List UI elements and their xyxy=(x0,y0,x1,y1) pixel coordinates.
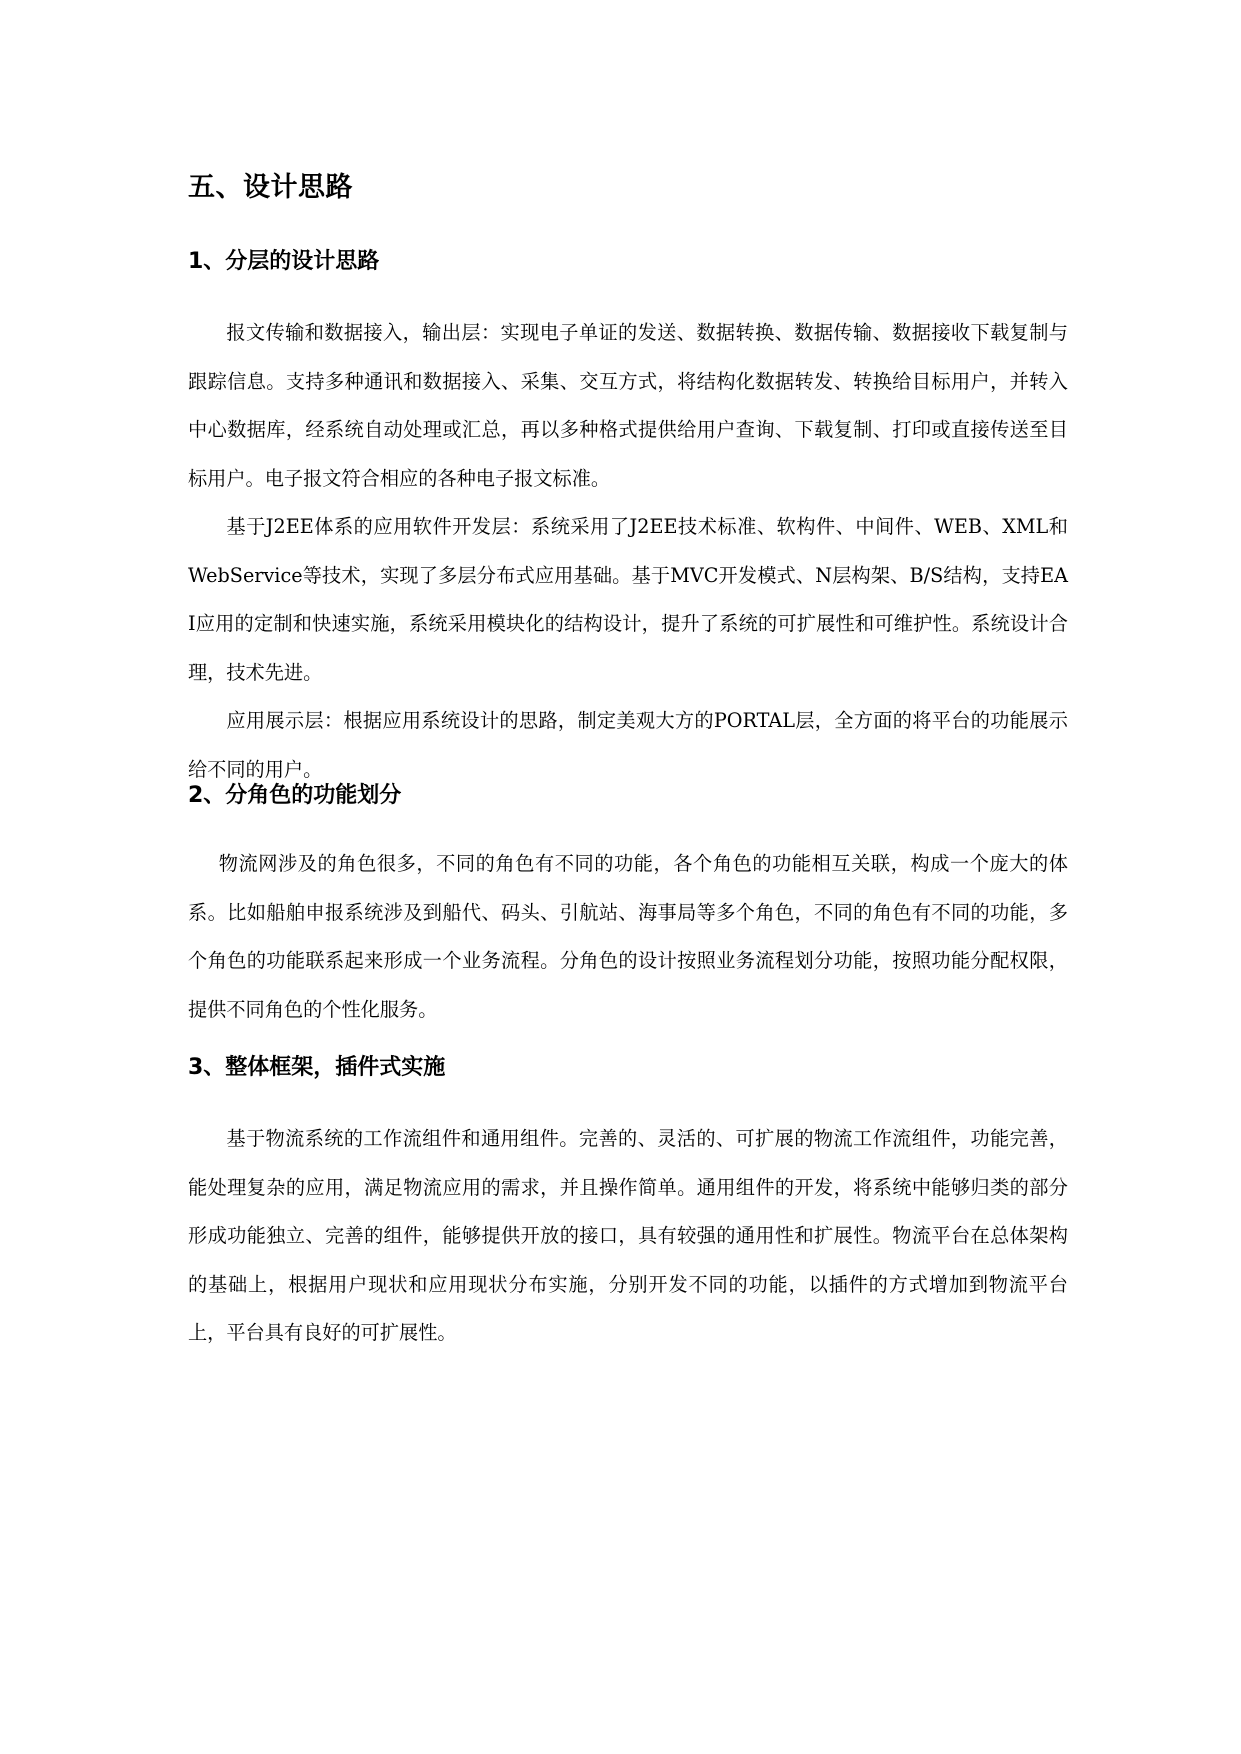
section-heading-layered-design: 1、分层的设计思路 xyxy=(188,249,380,274)
section-heading-plugin-framework: 3、整体框架，插件式实施 xyxy=(188,1055,446,1080)
document-page xyxy=(188,0,1068,1754)
page-title: 五、设计思路 xyxy=(188,172,353,203)
section-body-layered-design xyxy=(188,309,1068,794)
section-heading-role-division: 2、分角色的功能划分 xyxy=(188,783,402,808)
section-body-plugin-framework xyxy=(188,1115,1068,1358)
paragraph-j2ee-layer: 基于J2EE体系的应用软件开发层：系统采用了J2EE技术标准、软构件、中间件、WEB、XML和WebService等技术，实现了多层分布式应用基础。基于MVC开发模式、N层构架、B/S结构，支持EAI应用的定制和快速实施，系统采用模块化的结构设计，提升了系统的可扩展性和可维护性。系统设计合理，技术先进。 xyxy=(188,515,1068,684)
section-body-role-division xyxy=(188,840,1068,1034)
paragraph-plugin-framework: 基于物流系统的工作流组件和通用组件。完善的、灵活的、可扩展的物流工作流组件，功能完善，能处理复杂的应用，满足物流应用的需求，并且操作简单。通用组件的开发，将系统中能够归类的部分形成功能独立、完善的组件，能够提供开放的接口，具有较强的通用性和扩展性。物流平台在总体架构的基础上，根据用户现状和应用现状分布实施，分别开发不同的功能，以插件的方式增加到物流平台上，平台具有良好的可扩展性。 xyxy=(188,1127,1068,1344)
paragraph-presentation-layer: 应用展示层：根据应用系统设计的思路，制定美观大方的PORTAL层，全方面的将平台的功能展示给不同的用户。 xyxy=(188,709,1068,781)
paragraph-role-division: 物流网涉及的角色很多，不同的角色有不同的功能，各个角色的功能相互关联，构成一个庞大的体系。比如船舶申报系统涉及到船代、码头、引航站、海事局等多个角色，不同的角色有不同的功能，多个角色的功能联系起来形成一个业务流程。分角色的设计按照业务流程划分功能，按照功能分配权限，提供不同角色的个性化服务。 xyxy=(188,852,1068,1021)
paragraph-transport-layer: 报文传输和数据接入，输出层：实现电子单证的发送、数据转换、数据传输、数据接收下载复制与跟踪信息。支持多种通讯和数据接入、采集、交互方式，将结构化数据转发、转换给目标用户，并转入中心数据库，经系统自动处理或汇总，再以多种格式提供给用户查询、下载复制、打印或直接传送至目标用户。电子报文符合相应的各种电子报文标准。 xyxy=(188,321,1068,490)
